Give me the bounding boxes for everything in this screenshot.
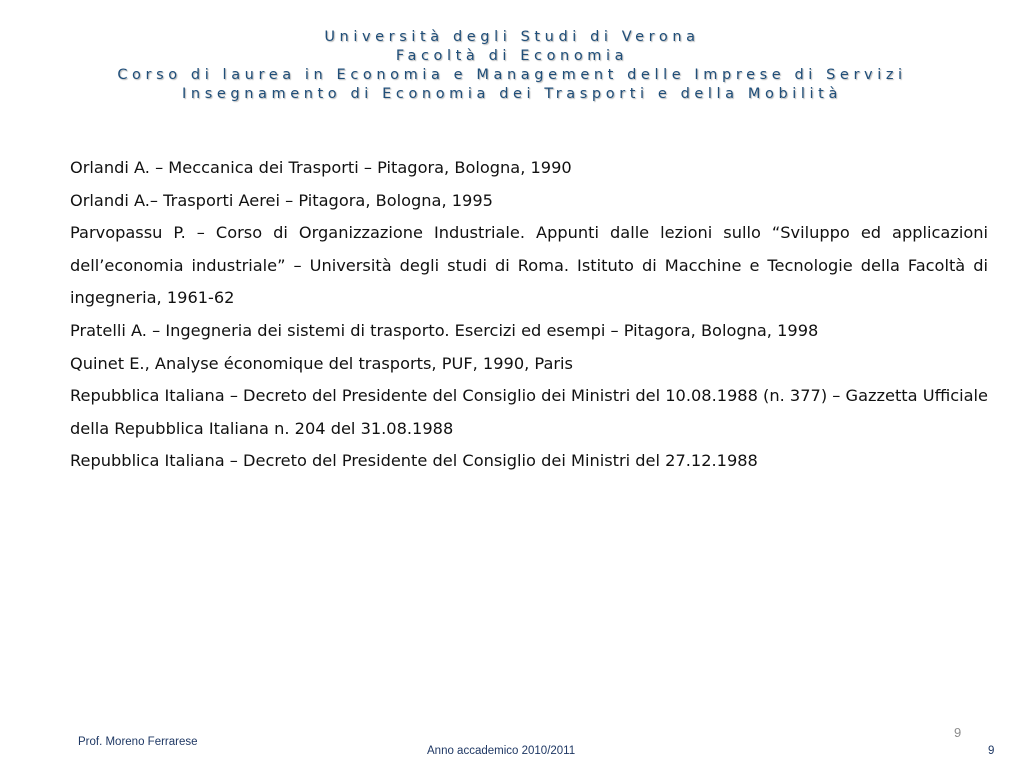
reference-list <box>70 152 988 478</box>
slide-header <box>40 28 984 104</box>
footer-academic-year: Anno accademico 2010/2011 <box>427 745 576 757</box>
header-degree-course: Corso di laurea in Economia e Management delle Imprese di Servizi <box>117 67 907 83</box>
page-number-placeholder: 9 <box>954 725 962 740</box>
reference-item: Repubblica Italiana – Decreto del Presidente del Consiglio dei Ministri del 27.12.1988 <box>70 451 758 471</box>
footer-author: Prof. Moreno Ferrarese <box>78 736 198 748</box>
header-course-teaching: Insegnamento di Economia dei Trasporti e della Mobilità <box>182 86 842 102</box>
reference-item: Pratelli A. – Ingegneria dei sistemi di trasporto. Esercizi ed esempi – Pitagora, Bologna, 1998 <box>70 320 819 340</box>
reference-item: Repubblica Italiana – Decreto del Presidente del Consiglio dei Ministri del 10.08.1988 (n. 377) – Gazzetta Ufficiale della Repubblica Italiana n. 204 del 31.08.1988 <box>70 386 988 438</box>
footer-slide-number: 9 <box>988 745 995 757</box>
reference-item: Orlandi A. – Meccanica dei Trasporti – Pitagora, Bologna, 1990 <box>70 158 572 177</box>
reference-item: Quinet E., Analyse économique del trasports, PUF, 1990, Paris <box>70 353 573 373</box>
reference-item: Parvopassu P. – Corso di Organizzazione Industriale. Appunti dalle lezioni sullo “Sviluppo ed applicazioni dell’economia industriale” – Università degli studi di Roma. Istituto di Macchine e Tecnologie della Facoltà di ingegneria, 1961-62 <box>70 223 988 308</box>
header-faculty: Facoltà di Economia <box>395 48 629 64</box>
header-university: Università degli Studi di Verona <box>324 29 700 45</box>
reference-item: Orlandi A.– Trasporti Aerei – Pitagora, Bologna, 1995 <box>70 190 493 210</box>
